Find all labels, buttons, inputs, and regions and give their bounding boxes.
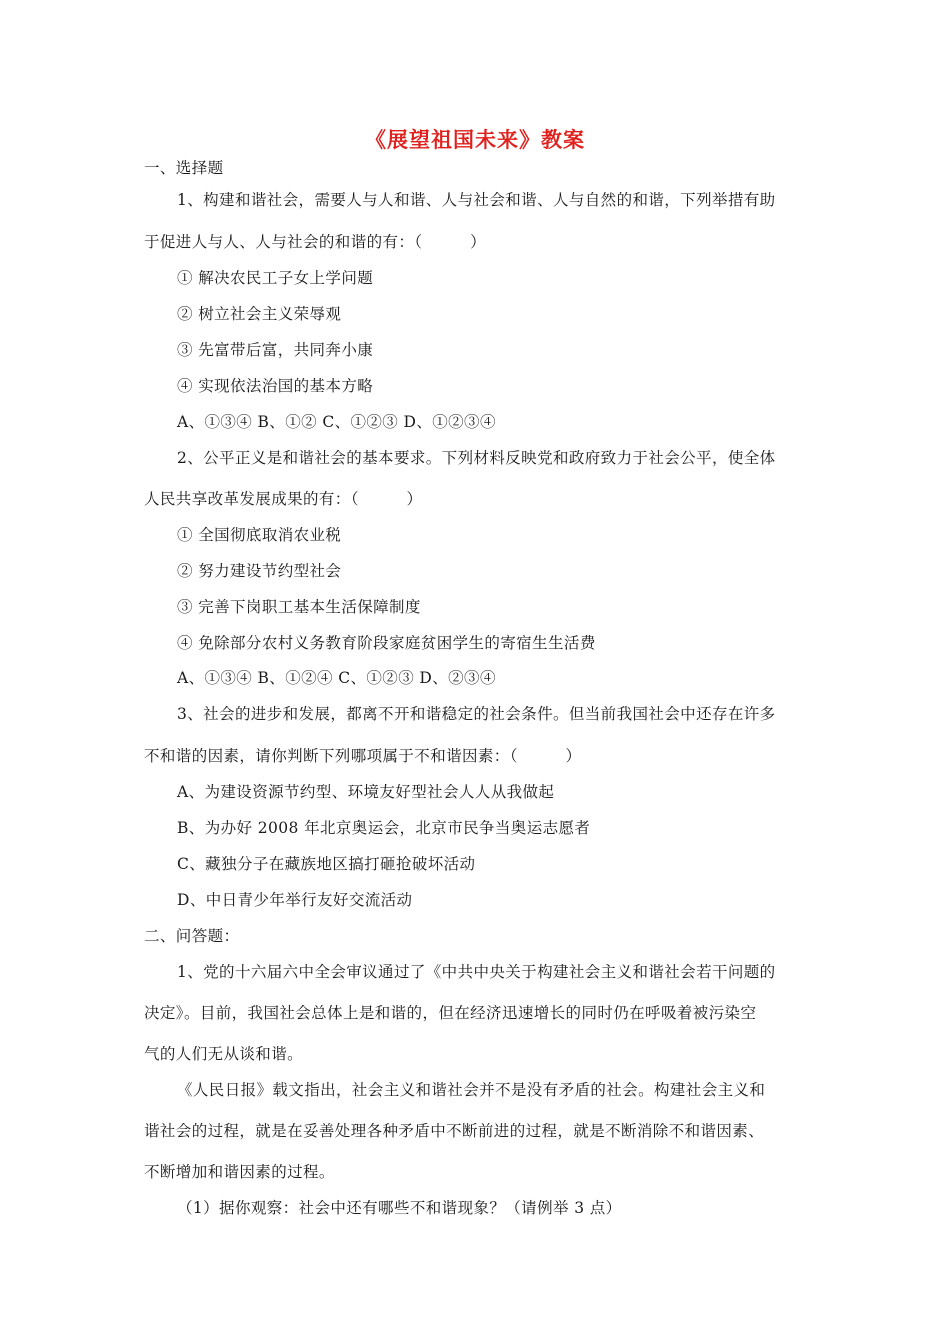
qa1-para2-line: 《人民日报》载文指出，社会主义和谐社会并不是没有矛盾的社会。构建社会主义和 bbox=[177, 1081, 766, 1099]
q3-stem: 3、社会的进步和发展，都离不开和谐稳定的社会条件。但当前我国社会中还存在许多 bbox=[177, 705, 776, 723]
qa1-para2-line: 不断增加和谐因素的过程。 bbox=[144, 1163, 335, 1181]
qa1-para2-line: 谐社会的过程，就是在妥善处理各种矛盾中不断前进的过程，就是不断消除不和谐因素、 bbox=[144, 1122, 765, 1140]
section-heading-choice: 一、选择题 bbox=[144, 159, 224, 177]
q2-item: ① 全国彻底取消农业税 bbox=[177, 526, 342, 544]
q2-item: ③ 完善下岗职工基本生活保障制度 bbox=[177, 598, 421, 616]
q1-item: ③ 先富带后富，共同奔小康 bbox=[177, 341, 374, 359]
qa1-para1-line: 1、党的十六届六中全会审议通过了《中共中央关于构建社会主义和谐社会若干问题的 bbox=[177, 963, 776, 981]
q2-item: ④ 免除部分农村义务教育阶段家庭贫困学生的寄宿生生活费 bbox=[177, 634, 596, 652]
q2-stem-cont: 人民共享改革发展成果的有：（ ） bbox=[144, 490, 423, 508]
document-title: 《展望祖国未来》教案 bbox=[365, 128, 585, 152]
section-heading-qa: 二、问答题： bbox=[144, 927, 240, 945]
q3-option: D、中日青少年举行友好交流活动 bbox=[177, 891, 413, 909]
q3-option: B、为办好 2008 年北京奥运会，北京市民争当奥运志愿者 bbox=[177, 819, 591, 837]
q1-item: ④ 实现依法治国的基本方略 bbox=[177, 377, 374, 395]
q3-option: C、藏独分子在藏族地区搞打砸抢破坏活动 bbox=[177, 855, 476, 873]
q3-stem-cont: 不和谐的因素，请你判断下列哪项属于不和谐因素：（ ） bbox=[144, 747, 582, 765]
q1-item: ① 解决农民工子女上学问题 bbox=[177, 269, 374, 287]
q2-options: A、①③④ B、①②④ C、①②③ D、②③④ bbox=[177, 669, 496, 687]
q3-option: A、为建设资源节约型、环境友好型社会人人从我做起 bbox=[177, 783, 555, 801]
qa1-para1-line: 气的人们无从谈和谐。 bbox=[144, 1045, 304, 1063]
q1-options: A、①③④ B、①② C、①②③ D、①②③④ bbox=[177, 413, 496, 431]
q1-stem-cont: 于促进人与人、人与社会的和谐的有：（ ） bbox=[144, 233, 487, 251]
q2-item: ② 努力建设节约型社会 bbox=[177, 562, 342, 580]
qa1-subquestion: （1）据你观察：社会中还有哪些不和谐现象？（请例举 3 点） bbox=[177, 1199, 622, 1217]
q2-stem: 2、公平正义是和谐社会的基本要求。下列材料反映党和政府致力于社会公平，使全体 bbox=[177, 449, 776, 467]
q1-item: ② 树立社会主义荣辱观 bbox=[177, 305, 342, 323]
q1-stem: 1、构建和谐社会，需要人与人和谐、人与社会和谐、人与自然的和谐，下列举措有助 bbox=[177, 191, 776, 209]
qa1-para1-line: 决定》。目前，我国社会总体上是和谐的，但在经济迅速增长的同时仍在呼吸着被污染空 bbox=[144, 1004, 757, 1022]
